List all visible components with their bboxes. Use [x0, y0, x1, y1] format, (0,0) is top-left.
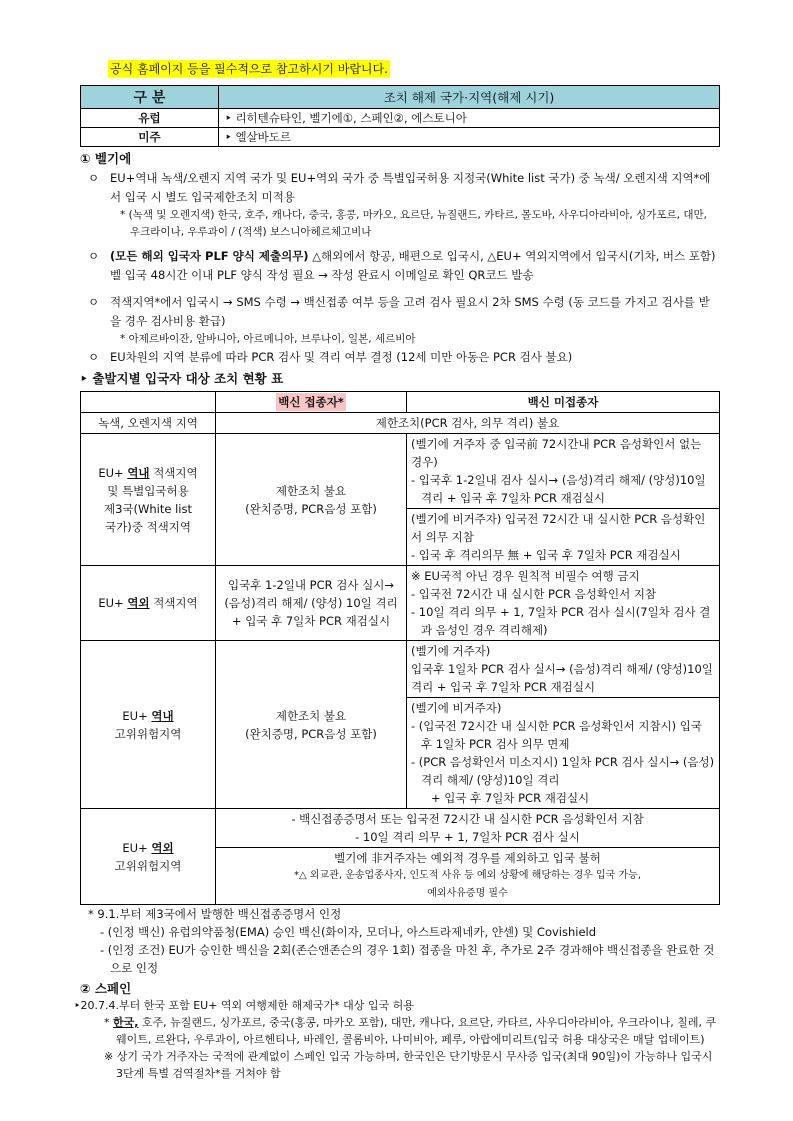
cell-line: - (PCR 음성확인서 미소지시) 1일차 PCR 검사 실시→ (음성)격리 해제/ (양성)10일 격리 [411, 755, 715, 787]
vaccinated-cell [216, 434, 407, 566]
notice-banner: 공식 홈페이지 등을 필수적으로 참고하시기 바랍니다. [110, 62, 388, 76]
measures-table-title: ‣ 출발지별 입국자 대상 조치 현황 표 [80, 371, 284, 386]
cell-line: *△ 외교관, 운송업종사자, 인도적 사유 등 예외 상황에 해당하는 경우 입국 가능, [294, 870, 641, 881]
header-countries: 조치 해제 국가·지역(해제 시기) [219, 86, 720, 109]
cell-line: 예외사유증명 필수 [427, 888, 508, 899]
region-label: 유럽 [81, 109, 219, 128]
unvaccinated-nonresident-cell [407, 698, 720, 809]
bullet-mark: ㅇ [88, 295, 100, 309]
cell-line: - 백신접종증명서 또는 입국전 72시간 내 실시한 PCR 음성확인서 지참 [291, 812, 644, 826]
spain-section [74, 997, 720, 1082]
label-part: 적색지역 [149, 596, 198, 610]
bullet-bold-text: (모든 해외 입국자 PLF 양식 제출의무) [110, 249, 309, 263]
belgium-bullet-4 [80, 348, 720, 367]
region-table-header [81, 86, 720, 109]
cell-line: - 입국전 72시간 내 실시한 PCR 음성확인서 지참 [411, 587, 657, 601]
spain-line-2: * 한국, 호주, 뉴질랜드, 싱가포르, 중국(홍콩, 마카오 포함), 대만, 캐나다, 요르단, 카타르, 사우디아라비아, 우크라이나, 칠레, 쿠웨이트, 르완다, 우루과이, 아르헨티나, 바레인, 콜롬비아, 나미비아, 페루, 아랍에미리트(입국 허용 대상국은 매달 업데이트) [104, 1016, 717, 1046]
cell-line: + 입국 후 7일차 PCR 재검실시 [231, 614, 391, 628]
footnotes [80, 905, 720, 977]
row-eu-external-red [81, 566, 720, 641]
header-vaccinated-label: 백신 접종자* [278, 395, 344, 409]
vaccinated-cell [216, 641, 407, 809]
label-part: 적색지역 [149, 465, 198, 480]
bullet-mark: ㅇ [88, 350, 100, 364]
unvaccinated-resident-cell [407, 434, 720, 509]
row-label [81, 434, 216, 566]
vaccinated-cell [216, 566, 407, 641]
spain-countries: 호주, 뉴질랜드, 싱가포르, 중국(홍콩, 마카오 포함), 대만, 캐나다, 요르단, 카타르, 사우디아라비아, 우크라이나, 칠레, 쿠웨이트, 르완다, 우루과이, 아르헨티나, 바레인, 콜롬비아, 나미비아, 페루, 아랍에미리트(입국 허용 대상국은 매달 업데이트) [116, 1016, 717, 1046]
cell-line: - 10일 격리 의무 + 1, 7일차 PCR 검사 실시 [355, 830, 580, 844]
bullet-text: EU차원의 지역 분류에 따라 PCR 검사 및 격리 여부 결정 (12세 미만 아동은 PCR 검사 불요) [110, 350, 573, 364]
unvaccinated-resident-cell [407, 641, 720, 698]
label-part: EU+ [98, 596, 128, 610]
bullet-text: △해외에서 항공, 배편으로 입국시, △EU+ 역외지역에서 입국시(기차, 버스 포함) 벨 입국 48시간 이내 PLF 양식 작성 필요 → 작성 완료시 이메일로 확인 QR코드 발송 [110, 249, 716, 282]
region-countries: ‣ 엘살바도르 [219, 128, 720, 147]
cell-line: (음성)격리 해제/ (양성) 10일 격리 [224, 596, 398, 610]
cell-line: (완치증명, PCR음성 포함) [245, 726, 377, 741]
region-table [80, 85, 720, 147]
label-emphasis: 역내 [127, 465, 150, 480]
cell-line: 입국후 1일차 PCR 검사 실시→ (음성)격리 해제/ (양성)10일 격리 + 입국 후 7일차 PCR 재검실시 [411, 662, 713, 694]
cell-line: (벨기에 비거주자) 입국전 72시간 내 실시한 PCR 음성확인서 의무 지참 [411, 512, 706, 544]
spain-line-3: ※ 상기 국가 거주자는 국적에 관계없이 스페인 입국 가능하며, 한국인은 단기방문시 무사증 입국(최대 90일)이 가능하나 입국시 3단계 특별 검역절차*를 거쳐야 함 [104, 1050, 713, 1080]
cell-line: + 입국 후 7일차 PCR 재검실시 [431, 791, 590, 805]
all-cell [216, 809, 720, 848]
cell-line: (벨기에 거주자) [411, 644, 491, 658]
cell-line: - (입국전 72시간 내 실시한 PCR 음성확인서 지참시) 입국 후 1일차 PCR 검사 의무 면제 [411, 719, 703, 751]
label-part: 제3국(White list [103, 501, 192, 516]
footnote-3: - (인정 조건) EU가 승인한 백신을 2회(존슨앤존슨의 경우 1회) 접종을 마친 후, 추가로 2주 경과해야 백신접종을 완료한 것으로 인정 [100, 943, 715, 975]
footnote-2: - (인정 백신) 유럽의약품청(EMA) 승인 백신(화이자, 모더나, 아스트라제네카, 얀센) 및 Covishield [100, 925, 597, 939]
header-empty [81, 392, 216, 413]
label-part: 고위위험지역 [114, 726, 182, 741]
footnote-1: * 9.1.부터 제3국에서 발행한 백신접종증명서 인정 [88, 907, 342, 921]
cell-line: ※ EU국적 아닌 경우 원칙적 비필수 여행 금지 [411, 569, 640, 583]
belgium-bullet-2 [80, 247, 720, 285]
bullet-mark: ㅇ [88, 249, 100, 263]
label-part: 국가)중 적색지역 [105, 519, 191, 534]
measures-table [80, 391, 720, 905]
row-green-orange [81, 413, 720, 434]
unvaccinated-nonresident-cell [407, 509, 720, 566]
cell-line: (완치증명, PCR음성 포함) [245, 501, 377, 516]
region-row-america [81, 128, 720, 147]
header-unvaccinated-label: 백신 미접종자 [527, 395, 599, 409]
label-part: 및 특별입국허용 [107, 483, 189, 498]
row-eu-internal-red [81, 434, 720, 509]
nonresident-cell [216, 848, 720, 905]
measures-header-row [81, 392, 720, 413]
header-vaccinated [216, 392, 407, 413]
header-unvaccinated [407, 392, 720, 413]
label-part: EU+ [98, 465, 128, 480]
unvaccinated-cell [407, 566, 720, 641]
label-emphasis: 역외 [127, 596, 150, 610]
spain-korea: 한국, [113, 1016, 139, 1029]
belgium-bullet-3 [80, 293, 720, 331]
spain-title: ② 스페인 [80, 981, 132, 996]
label-emphasis: 역내 [151, 708, 174, 723]
belgium-note-3: * 아제르바이잔, 알바니아, 아르메니아, 브루나이, 일본, 세르비아 [120, 333, 416, 345]
cell-line: - 입국후 1-2일내 검사 실시→ (음성)격리 해제/ (양성)10일 격리 + 입국 후 7일차 PCR 재검실시 [411, 473, 706, 505]
row-label: 녹색, 오렌지색 지역 [81, 413, 216, 434]
region-row-europe [81, 109, 720, 128]
bullet-text: 적색지역*에서 입국시 → SMS 수령 → 백신접종 여부 등을 고려 검사 필요시 2차 SMS 수령 (동 코드를 가지고 검사를 받을 경우 검사비용 환급) [110, 295, 710, 328]
cell-line: 제한조치 불요 [275, 708, 347, 723]
spain-line-1: ‣20.7.4.부터 한국 포함 EU+ 역외 여행제한 해제국가* 대상 입국 허용 [74, 999, 414, 1012]
header-category: 구 분 [81, 86, 219, 109]
cell-line: 벨기에 非거주자는 예외적 경우를 제외하고 입국 불허 [334, 851, 601, 865]
row-label [81, 809, 216, 905]
label-emphasis: 역외 [151, 840, 174, 855]
cell-line: 제한조치 불요 [275, 483, 347, 498]
cell-line: (벨기에 비거주자) [411, 701, 502, 715]
region-countries: ‣ 리히텐슈타인, 벨기에①, 스페인②, 에스토니아 [219, 109, 720, 128]
label-part: EU+ [122, 840, 152, 855]
bullet-mark: ㅇ [88, 171, 100, 185]
cell-line: - 10일 격리 의무 + 1, 7일차 PCR 검사 실시(7일차 검사 결과 음성인 경우 격리해제) [411, 605, 711, 637]
document-page [74, 60, 720, 1082]
row-label [81, 641, 216, 809]
cell-line: (벨기에 거주자 중 입국前 72시간내 PCR 음성확인서 없는 경우) [411, 437, 702, 469]
label-part: 고위위험지역 [114, 858, 182, 873]
cell-line: - 입국 후 격리의무 無 + 입국 후 7일차 PCR 재검실시 [411, 548, 681, 562]
row-all-cell: 제한조치(PCR 검사, 의무 격리) 불요 [216, 413, 720, 434]
belgium-note-1: * (녹색 및 오렌지색) 한국, 호주, 캐나다, 중국, 홍콩, 마카오, 요르단, 뉴질랜드, 카타르, 몰도바, 사우디아라비아, 싱가포르, 대만, 우크라이나, 우루과이 / (적색) 보스니아헤르체고비나 [120, 209, 707, 238]
cell-line: 입국후 1-2일내 PCR 검사 실시→ [228, 578, 394, 592]
row-label [81, 566, 216, 641]
bullet-text: EU+역내 녹색/오렌지 지역 국가 및 EU+역외 국가 중 특별입국허용 지정국(White list 국가) 중 녹색/ 오렌지색 지역*에서 입국 시 별도 입국제한조치 미적용 [110, 171, 711, 204]
row-eu-internal-high [81, 641, 720, 698]
region-label: 미주 [81, 128, 219, 147]
label-part: EU+ [122, 708, 152, 723]
row-eu-external-high [81, 809, 720, 848]
belgium-title: ① 벨기에 [80, 151, 132, 166]
belgium-bullet-1 [80, 169, 720, 207]
